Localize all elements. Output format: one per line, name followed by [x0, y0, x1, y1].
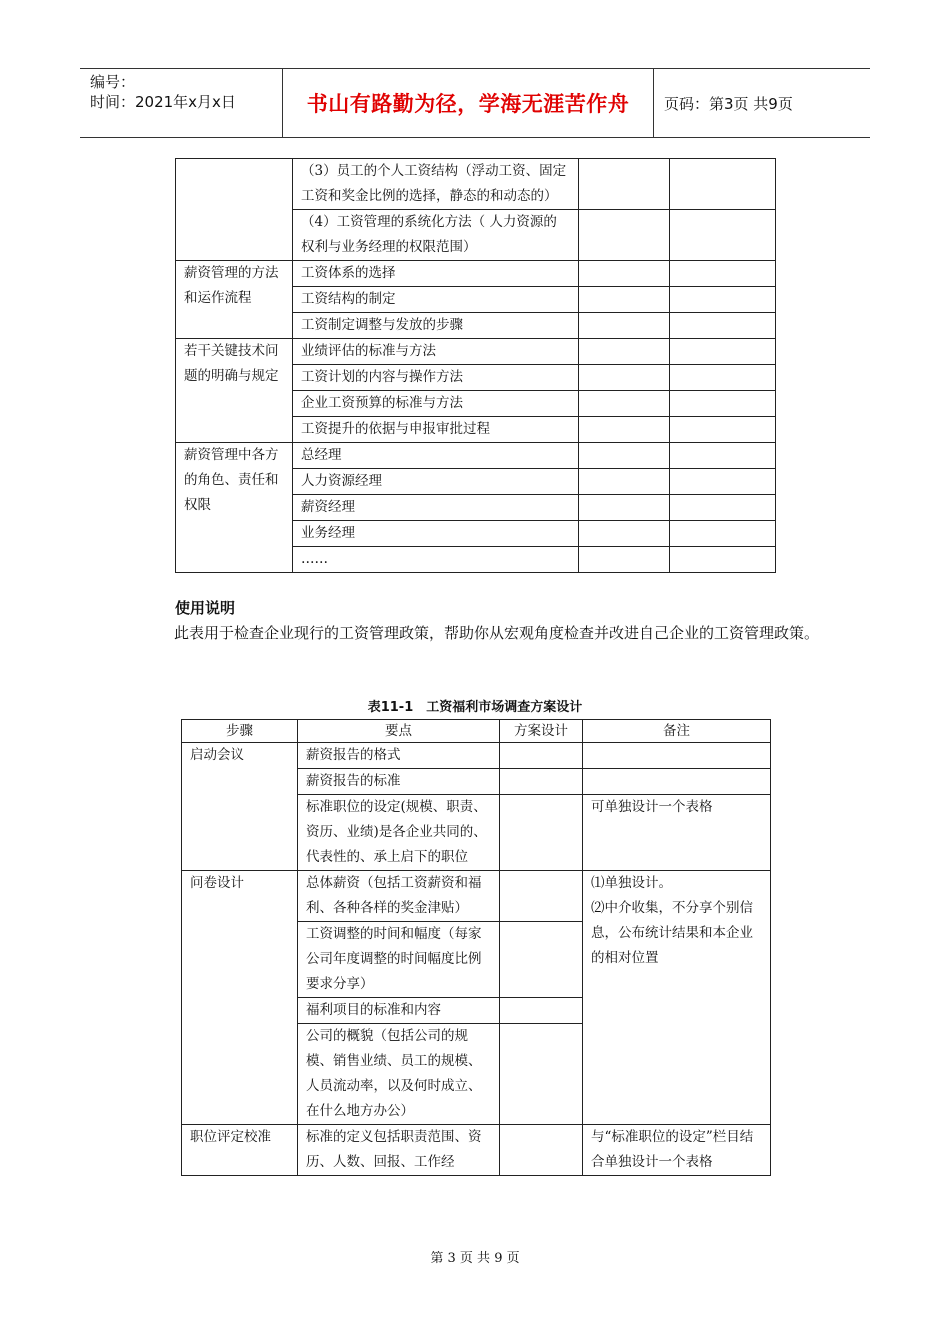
usage-text: 此表用于检查企业现行的工资管理政策，帮助你从宏观角度检查并改进自己企业的工资管理政策。 [174, 624, 820, 642]
table-cell: （3）员工的个人工资结构（浮动工资、固定工资和奖金比例的选择，静态的和动态的） [293, 159, 579, 210]
table-row [176, 443, 776, 469]
table-cell: 工资结构的制定 [293, 287, 579, 313]
note-cell [583, 871, 771, 1125]
header-info [80, 69, 283, 137]
table-row [176, 261, 776, 287]
table-header-row [182, 720, 771, 743]
empty-cell [176, 159, 293, 261]
column-header: 方案设计 [500, 720, 583, 743]
table-cell: 公司的概貌（包括公司的规模、销售业绩、员工的规模、人员流动率，以及何时成立、在什么地方办公） [298, 1024, 500, 1125]
note-line: ⑴单独设计。 [591, 875, 672, 891]
step-label: 职位评定校准 [182, 1125, 298, 1176]
table-cell: 工资制定调整与发放的步骤 [293, 313, 579, 339]
salary-policy-table [175, 158, 776, 573]
table-cell: …… [293, 547, 579, 573]
note-cell: 可单独设计一个表格 [583, 795, 771, 871]
group-label: 薪资管理中各方的角色、责任和权限 [176, 443, 293, 573]
table-cell: 薪资报告的标准 [298, 769, 500, 795]
group-label: 若干关键技术问题的明确与规定 [176, 339, 293, 443]
table-row [182, 871, 771, 922]
table-cell: 工资计划的内容与操作方法 [293, 365, 579, 391]
table-row [182, 1125, 771, 1176]
table-cell: 工资体系的选择 [293, 261, 579, 287]
column-header: 备注 [583, 720, 771, 743]
table-cell: （4）工资管理的系统化方法（ 人力资源的权利与业务经理的权限范围） [293, 210, 579, 261]
table-cell: 工资提升的依据与申报审批过程 [293, 417, 579, 443]
header-slogan: 书山有路勤为径，学海无涯苦作舟 [283, 69, 654, 137]
table-row [176, 159, 776, 210]
table-cell: 业务经理 [293, 521, 579, 547]
step-label: 问卷设计 [182, 871, 298, 1125]
page-header [80, 68, 870, 138]
group-label: 薪资管理的方法和运作流程 [176, 261, 293, 339]
table-caption: 表11-1 工资福利市场调查方案设计 [367, 700, 583, 715]
table-cell: 薪资经理 [293, 495, 579, 521]
header-page-code: 页码：第3页 共9页 [664, 94, 793, 113]
page-footer: 第 3 页 共 9 页 [430, 1251, 520, 1266]
table-row [176, 339, 776, 365]
column-header: 要点 [298, 720, 500, 743]
table-cell: 总经理 [293, 443, 579, 469]
number-label: 编号： [90, 73, 136, 91]
note-line: ⑵中介收集，不分享个别信息，公布统计结果和本企业的相对位置 [591, 900, 753, 966]
table-cell: 福利项目的标准和内容 [298, 998, 500, 1024]
table-cell: 人力资源经理 [293, 469, 579, 495]
table-row [182, 743, 771, 769]
table-cell: 业绩评估的标准与方法 [293, 339, 579, 365]
table-cell: 标准的定义包括职责范围、资历、人数、回报、工作经 [298, 1125, 500, 1176]
market-survey-table [181, 719, 771, 1176]
table-cell: 标准职位的设定(规模、职责、资历、业绩)是各企业共同的、代表性的、承上启下的职位 [298, 795, 500, 871]
column-header: 步骤 [182, 720, 298, 743]
table-cell: 总体薪资（包括工资薪资和福利、各种各样的奖金津贴） [298, 871, 500, 922]
step-label: 启动会议 [182, 743, 298, 871]
table-cell: 薪资报告的格式 [298, 743, 500, 769]
table-cell: 企业工资预算的标准与方法 [293, 391, 579, 417]
table-cell: 工资调整的时间和幅度（每家公司年度调整的时间幅度比例要求分享） [298, 922, 500, 998]
note-cell: 与“标准职位的设定”栏目结合单独设计一个表格 [583, 1125, 771, 1176]
time-label: 时间：2021年x月x日 [90, 93, 236, 111]
usage-title: 使用说明 [175, 599, 236, 617]
